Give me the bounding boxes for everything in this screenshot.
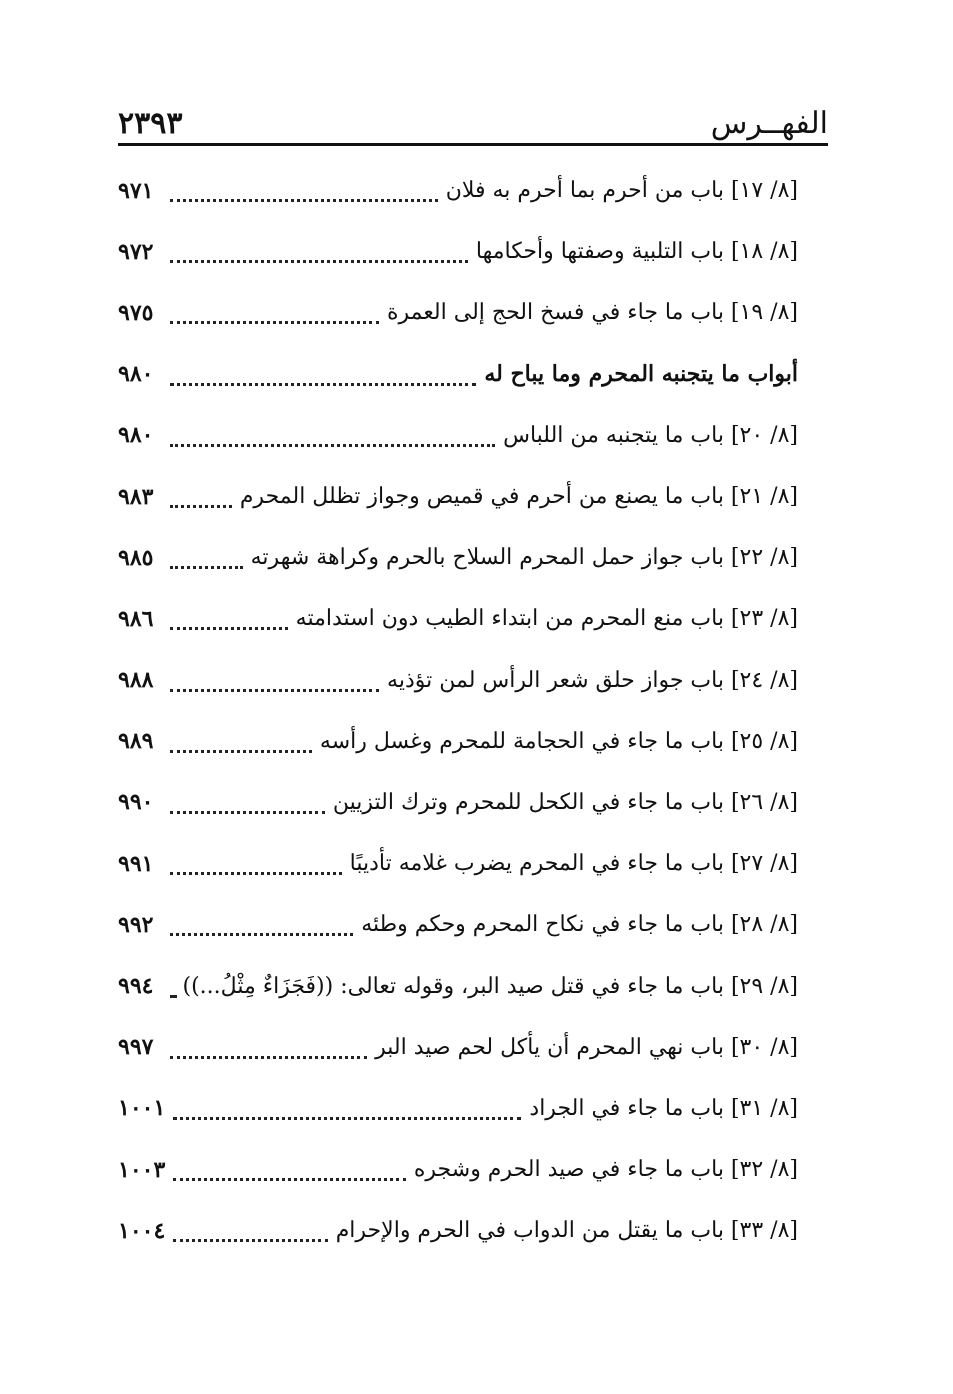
toc-entry [118, 466, 798, 527]
toc-entry [118, 833, 798, 894]
toc-leader-dots [170, 750, 312, 753]
toc-entry-title: [٨/ ١٨] باب التلبية وصفتها وأحكامها [475, 239, 798, 265]
toc-entry-title: [٨/ ٢٦] باب ما جاء في الكحل للمحرم وترك التزيين [332, 789, 798, 815]
toc-entry [118, 1078, 798, 1139]
toc-entry-title: [٨/ ١٧] باب من أحرم بما أحرم به فلان [445, 178, 798, 204]
toc-section-title: أبواب ما يتجنبه المحرم وما يباح له [484, 361, 798, 388]
toc-leader-dots [173, 1178, 406, 1181]
toc-leader-dots [170, 566, 243, 569]
toc-entry [118, 160, 798, 221]
page-header [118, 98, 828, 142]
toc-entry-title: [٨/ ٢١] باب ما يصنع من أحرم في قميص وجواز تظلل المحرم [239, 484, 798, 510]
toc-leader-dots [173, 1239, 327, 1242]
toc-entry [118, 1200, 798, 1261]
toc-entry-page: ٩٩١ [118, 850, 154, 877]
toc-entry-page: ٩٩٤ [118, 973, 154, 1000]
toc-leader-dots [170, 505, 232, 508]
toc-entry [118, 894, 798, 955]
toc-leader-dots [170, 627, 288, 630]
toc-entry-page: ٩٧٥ [118, 299, 154, 326]
toc-entry-title: [٨/ ٢٨] باب ما جاء في نكاح المحرم وحكم وطئه [361, 912, 798, 938]
toc-leader-dots [170, 689, 379, 692]
toc-entry-title: [٨/ ٢٩] باب ما جاء في قتل صيد البر، وقوله تعالى: ((فَجَزَاءٌ مِثْلُ...)) [182, 973, 798, 999]
table-of-contents [118, 160, 798, 1261]
toc-entry-title: [٨/ ٢٤] باب جواز حلق شعر الرأس لمن تؤذيه [387, 667, 798, 693]
toc-leader-dots [173, 1117, 521, 1120]
toc-leader-dots [170, 811, 325, 814]
toc-entry [118, 1017, 798, 1078]
toc-entry-title: [٨/ ٢٥] باب ما جاء في الحجامة للمحرم وغسل رأسه [319, 728, 798, 754]
toc-entry [118, 527, 798, 588]
toc-leader-dots [170, 383, 476, 386]
toc-entry-title: [٨/ ٣١] باب ما جاء في الجراد [529, 1095, 798, 1121]
toc-entry-page: ٩٩٧ [118, 1034, 154, 1061]
toc-section-heading [118, 344, 798, 405]
toc-leader-dots [170, 321, 379, 324]
toc-entry [118, 772, 798, 833]
toc-entry-page: ٩٨٥ [118, 544, 154, 571]
toc-entry-page: ٩٨٩ [118, 728, 154, 755]
toc-leader-dots [170, 1056, 367, 1059]
toc-entry [118, 711, 798, 772]
toc-entry [118, 405, 798, 466]
toc-entry-page: ٩٨٣ [118, 483, 154, 510]
toc-entry-title: [٨/ ٣٢] باب ما جاء في صيد الحرم وشجره [413, 1157, 798, 1183]
toc-entry-page: ١٠٠٣ [118, 1156, 166, 1183]
toc-entry [118, 650, 798, 711]
toc-entry-page: ١٠٠٤ [118, 1217, 166, 1244]
toc-entry [118, 588, 798, 649]
toc-entry-page: ٩٩٠ [118, 789, 154, 816]
toc-entry-page: ٩٨٨ [118, 667, 154, 694]
toc-entry [118, 955, 798, 1016]
toc-entry-title: [٨/ ١٩] باب ما جاء في فسخ الحج إلى العمرة [386, 300, 798, 326]
toc-entry-title: [٨/ ٢٢] باب جواز حمل المحرم السلاح بالحرم وكراهة شهرته [250, 545, 798, 571]
toc-entry [118, 221, 798, 282]
page-title: الفهــرس [710, 106, 828, 141]
toc-leader-dots [170, 995, 175, 998]
toc-entry-title: [٨/ ٢٠] باب ما يتجنبه من اللباس [503, 422, 798, 448]
toc-entry-page: ٩٨٦ [118, 605, 154, 632]
toc-leader-dots [170, 260, 468, 263]
toc-entry-page: ٩٩٢ [118, 911, 154, 938]
toc-entry [118, 1139, 798, 1200]
toc-entry-title: [٨/ ٢٧] باب ما جاء في المحرم يضرب غلامه تأديبًا [349, 851, 798, 877]
toc-leader-dots [170, 444, 495, 447]
toc-leader-dots [170, 933, 353, 936]
toc-entry-page: ٩٨٠ [118, 422, 154, 449]
toc-entry-page: ٩٨٠ [118, 361, 154, 388]
toc-entry-page: ٩٧٢ [118, 238, 154, 265]
toc-entry-title: [٨/ ٢٣] باب منع المحرم من ابتداء الطيب دون استدامته [295, 606, 798, 632]
toc-entry-title: [٨/ ٣٠] باب نهي المحرم أن يأكل لحم صيد البر [375, 1034, 798, 1060]
toc-leader-dots [170, 872, 342, 875]
header-divider [118, 143, 828, 146]
page-number: ٢٣٩٣ [118, 106, 183, 141]
toc-entry-page: ٩٧١ [118, 177, 154, 204]
toc-entry [118, 282, 798, 343]
toc-entry-title: [٨/ ٣٣] باب ما يقتل من الدواب في الحرم والإحرام [335, 1218, 798, 1244]
toc-leader-dots [170, 199, 438, 202]
toc-entry-page: ١٠٠١ [118, 1095, 166, 1122]
